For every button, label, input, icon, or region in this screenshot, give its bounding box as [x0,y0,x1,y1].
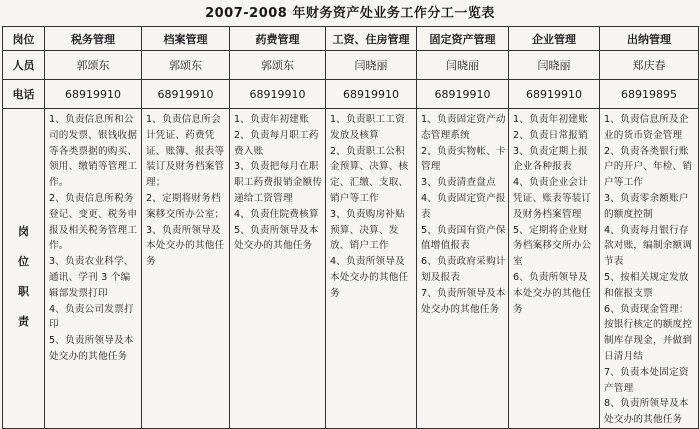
duties-label-char: 岗 [18,225,29,239]
person-cell: 郭颂东 [142,51,230,80]
column-header: 税务管理 [45,27,142,51]
duty-item: 4、负责企业会计凭证、账表等装订及财务档案管理 [513,177,592,220]
column-header: 药费管理 [230,27,326,51]
duty-item: 4、负责每月银行存款对账，编制余额调节表 [604,224,693,268]
column-header: 出纳管理 [600,27,699,51]
duty-item: 1、负责职工工资发放及核算 [330,114,405,141]
duty-item: 8、负责所领导及本处交办的其他任务 [604,398,689,426]
phone-row [3,80,699,109]
person-label: 人员 [3,51,45,80]
duty-item: 1、负责年初建账 [513,114,588,125]
duty-item: 2、负责职工公积金预算、决算、核定、汇缴、支取、销户等工作 [330,145,409,204]
column-header: 固定资产管理 [417,27,509,51]
column-header: 企业管理 [509,27,600,51]
phone-cell: 68919910 [142,80,230,109]
duty-cell-medical [230,109,326,429]
page-title: 2007-2008 年财务资产处业务工作分工一览表 [205,6,495,21]
duty-item: 3、负责清查盘点 [421,177,496,189]
duty-cell-tax [45,109,142,429]
phone-cell: 68919910 [45,80,142,109]
duty-item: 1、负责信息所会计凭证、药费凭证、账簿、报表等装订及财务档案管理； [146,114,225,189]
duty-item: 5、负责国有资产保值增值报表 [421,224,506,252]
phone-cell: 68919895 [600,80,699,109]
duty-item: 2、定期将财务档案移交所办公室； [146,192,225,220]
duty-item: 2、负责实物帐、卡管理 [421,145,506,173]
duty-cell-fixed-assets [417,109,509,429]
duty-item: 7、负责所领导及本处交办的其他任务 [421,287,506,315]
column-header: 工资、住房管理 [326,27,417,51]
person-cell: 闫晓丽 [326,51,417,80]
duty-item: 5、负责所领导及本处交办的其他任务 [49,335,134,362]
duty-item: 1、负责信息所和公司的发票、银钱收据等各类票据的购买、领用、缴销等管理工作。 [49,114,138,189]
duty-item: 6、负责所领导及本处交办的其他任务 [513,271,592,315]
phone-cell: 68919910 [326,80,417,109]
duty-item: 1、负责年初建账 [234,114,309,125]
duty-cell-archive [142,109,230,429]
duty-item: 6、负责现金管理：按银行核定的额度控制库存现金，并做到日清月结 [604,303,693,362]
person-cell: 郭颂东 [230,51,326,80]
duty-item: 3、负责购房补贴预算、决算、发放、销户工作 [330,208,405,252]
phone-cell: 68919910 [230,80,326,109]
duty-item: 1、负责固定资产动态管理系统 [421,114,506,141]
duties-label [3,109,45,429]
phone-cell: 68919910 [417,80,509,109]
duty-item: 3、负责农业科学、通讯、学刊 3 个编辑部发票打印 [49,256,134,299]
phone-label: 电话 [3,80,45,109]
header-row [3,27,699,51]
duty-item: 5、定期将企业财务档案移交所办公室 [513,224,592,268]
phone-cell: 68919910 [509,80,600,109]
duty-item: 3、负责零余额账户的额度控制 [604,192,689,220]
duty-item: 2、负责每月职工药费入账 [234,129,319,157]
duty-item: 4、负责所领导及本处交办的其他任务 [330,256,409,299]
duty-cell-salary [326,109,417,429]
duty-item: 3、负责定期上报企业各种报表 [513,145,588,173]
duties-label-char: 职 [18,285,29,299]
duties-row [3,109,699,429]
duty-item: 7、负责本处固定资产管理 [604,366,689,394]
duties-label-char: 责 [18,315,29,329]
duty-item: 4、负责住院费核算 [234,208,319,220]
person-cell: 闫晓丽 [509,51,600,80]
duty-item: 6、负责政府采购计划及报表 [421,256,506,283]
duty-item: 5、负责所领导及本处交办的其他任务 [234,224,319,252]
duty-item: 2、负责各类银行账户的开户、年检、销户等工作 [604,145,693,189]
duty-cell-cashier [600,109,699,429]
duty-item: 2、负责信息所税务登记、变更、税务申报及相关税务管理工作。 [49,192,138,252]
person-row [3,51,699,80]
duty-item: 2、负责日常报销 [513,129,588,141]
duty-item: 5、按相关规定发放和催报支票 [604,271,689,299]
duty-item: 3、负责把每月在职职工药费报销金额传递给工资管理 [234,161,323,204]
duty-table [2,26,699,429]
duty-item: 4、负责公司发票打印 [49,303,134,331]
person-cell: 郭颂东 [45,51,142,80]
duty-cell-enterprise [509,109,600,429]
header-label: 岗位 [3,27,45,51]
column-header: 档案管理 [142,27,230,51]
duties-label-char: 位 [18,255,29,269]
duty-item: 3、负责所领导及本处交办的其他任务 [146,224,225,268]
person-cell: 闫晓丽 [417,51,509,80]
person-cell: 郑庆春 [600,51,699,80]
duty-item: 1、负责信息所及企业的货币资金管理 [604,114,689,141]
duty-item: 4、负责固定资产报表 [421,192,506,220]
